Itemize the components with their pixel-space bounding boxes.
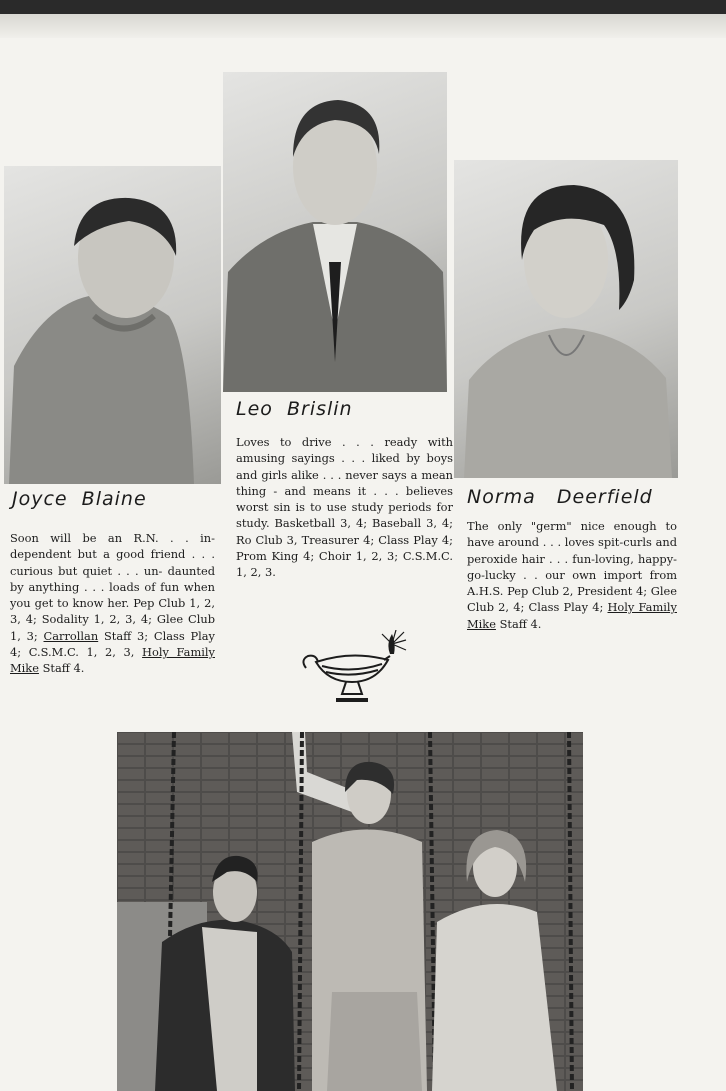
- portrait-leo-brislin: [223, 72, 447, 392]
- bio-text: Staff 3; Class Play 4; C.S.M.C. 1, 2, 3,: [10, 628, 215, 660]
- student-bio-joyce-blaine: [10, 530, 215, 677]
- publication-name: Holy Family Mike: [10, 645, 215, 676]
- page-top-edge: [0, 14, 726, 38]
- bio-text: Staff 4.: [495, 616, 542, 631]
- student-name-leo-brislin: Leo Brislin: [236, 398, 353, 420]
- portrait-joyce-blaine: [4, 166, 221, 484]
- bio-text: Soon will be an R.N. . . in- dependent but a good friend . . . curious but quiet . . . un- daunted by anything . . . loads of fun when you get to know her. Pep Club 1, 2, 3, 4; Sodality 1, 2, 3, 4; Glee Club 1, 3;: [10, 531, 215, 643]
- publication-name: Carrollan: [43, 628, 99, 643]
- bio-text: Loves to drive . . . ready with amusing sayings . . . liked by boys and girls alike . . . never says a mean thing - and means it . . . believes worst sin is to use study periods for study. Basketball 3, 4; Baseball 3, 4; Ro Club 3, Treasurer 4; Class Play 4; Prom King 4; Choir 1, 2, 3; C.S.M.C. 1, 2, 3.: [236, 435, 453, 580]
- student-bio-norma-deerfield: [467, 518, 677, 632]
- group-photo-swings: [117, 732, 583, 1091]
- student-name-joyce-blaine: Joyce Blaine: [12, 488, 147, 510]
- bio-text: Staff 4.: [38, 661, 85, 676]
- portrait-norma-deerfield: [454, 160, 678, 478]
- bio-text: The only "germ" nice enough to have around . . . loves spit-curls and peroxide hair . . . fun-loving, happy-go-lucky . . our own import from A.H.S. Pep Club 2, President 4; Glee Club 2, 4; Class Play 4;: [467, 519, 677, 615]
- student-name-norma-deerfield: Norma Deerfield: [467, 486, 653, 508]
- lamp-of-learning-icon: [296, 630, 408, 710]
- student-bio-leo-brislin: [236, 434, 453, 581]
- publication-name: Holy Family Mike: [467, 600, 677, 631]
